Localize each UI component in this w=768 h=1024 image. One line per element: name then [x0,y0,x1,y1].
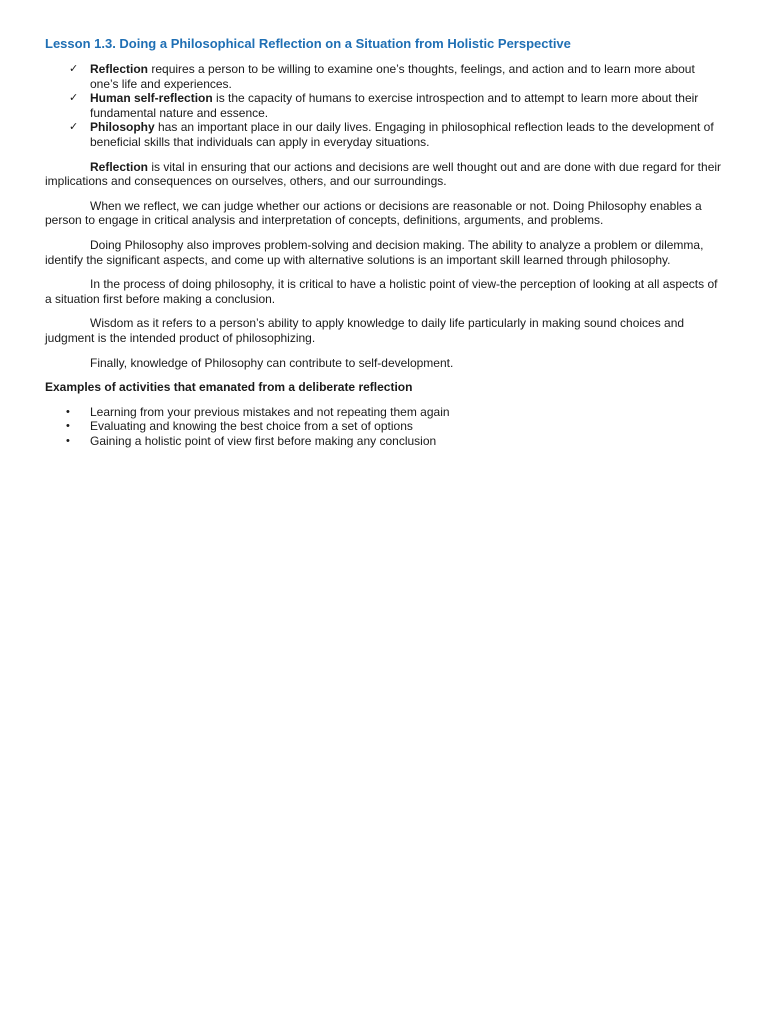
checklist-item [45,62,725,91]
checkmark-icon: ✓ [69,92,79,105]
paragraph-problem-solving: Doing Philosophy also improves problem-solving and decision making. The ability to analyze a problem or dilemma, identify the significant aspects, and come up with alternative solutions is an important skill learned through philosophy. [45,237,704,267]
paragraph-wisdom: Wisdom as it refers to a person’s ability to apply knowledge to daily life particularly in making sound choices and judgment is the intended product of philosophizing. [45,316,685,345]
checklist-item [45,120,725,149]
paragraph-self-development: Finally, knowledge of Philosophy can contribute to self-development. [90,355,454,370]
document-page [45,36,725,448]
list-item-text: Evaluating and knowing the best choice from a set of options [90,419,413,434]
checklist-item [45,91,725,120]
checklist-term: Philosophy [90,120,155,135]
definition-checklist [45,62,725,150]
list-item [45,419,725,434]
paragraph-text: is vital in ensuring that our actions and decisions are well thought out and are done with due regard for their implications and consequences on ourselves, others, and our surroundings. [45,159,722,189]
list-item-text: Learning from your previous mistakes and not repeating them again [90,404,450,419]
paragraph-reflection [45,160,725,189]
paragraph-holistic: In the process of doing philosophy, it is critical to have a holistic point of view-the perception of looking at all aspects of a situation first before making a conclusion. [45,277,718,306]
checklist-term: Reflection [90,62,149,76]
checkmark-icon: ✓ [69,63,79,75]
paragraph-term: Reflection [90,159,149,174]
examples-heading: Examples of activities that emanated from a deliberate reflection [45,380,413,395]
checklist-text: has an important place in our daily lives. Engaging in philosophical reflection leads to the development of beneficial skills that individuals can apply in everyday situations. [90,120,714,149]
examples-list [45,405,725,449]
checklist-term: Human self-reflection [90,91,213,106]
checklist-text: requires a person to be willing to examine one’s thoughts, feelings, and action and to learn more about one’s life and experiences. [90,62,695,91]
list-item [45,405,725,420]
checklist-text: is the capacity of humans to exercise introspection and to attempt to learn more about their fundamental nature and essence. [90,91,699,120]
bullet-icon: • [66,434,70,447]
list-item [45,434,725,449]
bullet-icon: • [66,405,70,418]
paragraph-judge: When we reflect, we can judge whether our actions or decisions are reasonable or not. Doing Philosophy enables a person to engage in critical analysis and interpretation of concepts, definitions, arguments, and problems. [45,198,702,228]
checkmark-icon: ✓ [69,121,79,134]
bullet-icon: • [66,420,70,433]
list-item-text: Gaining a holistic point of view first before making any conclusion [90,433,437,448]
lesson-title: Lesson 1.3. Doing a Philosophical Reflection on a Situation from Holistic Perspective [45,36,571,51]
